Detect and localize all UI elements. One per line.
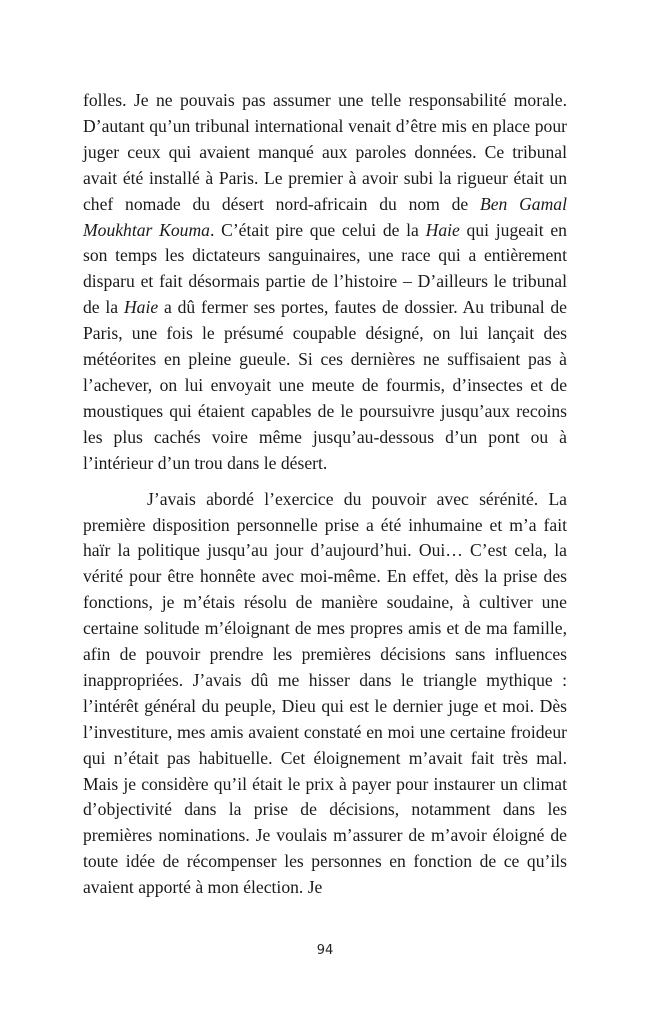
paragraph-1-part-4: a dû fermer ses portes, fautes de dossier. Au tribunal de Paris, une fois le présumé coupable désigné, on lui lançait des météorites en pleine gueule. Si ces dernières ne suffisaient pas à l’achever, on lui envoyait une meute de fourmis, d’insectes et de moustiques qui étaient capables de le poursuivre jusqu’aux recoins les plus cachés voire même jusqu’au-dessous d’un pont ou à l’intérieur d’un trou dans le désert. [83,297,567,473]
paragraph-2: J’avais abordé l’exercice du pouvoir avec sérénité. La première disposition personnelle prise a été inhumaine et m’a fait haïr la politique jusqu’au jour d’aujourd’hui. Oui… C’est cela, la vérité pour être honnête avec moi-même. En effet, dès la prise des fonctions, je m’étais résolu de manière soudaine, à cultiver une certaine solitude m’éloignant de mes propres amis et de ma famille, afin de pouvoir prendre les premières décisions sans influences inappropriées. J’avais dû me hisser dans le triangle mythique : l’intérêt général du peuple, Dieu qui est le dernier juge et moi. Dès l’investiture, mes amis avaient constaté en moi une certaine froideur qui n’était pas habituelle. Cet éloignement m’avait fait très mal. Mais je considère qu’il était le prix à payer pour instaurer un climat d’objectivité dans la prise de décisions, notamment dans les premières nominations. Je voulais m’assurer de m’avoir éloigné de toute idée de récompenser les personnes en fonction de ce qu’ils avaient apporté à mon élection. Je [83,488,567,898]
paragraph-1-part-1: folles. Je ne pouvais pas assumer une telle responsabilité morale. D’autant qu’un tribunal international venait d’être mis en place pour juger ceux qui avaient manqué aux paroles données. Ce tribunal avait été installé à Paris. Le premier à avoir subi la rigueur était un chef nomade du désert nord-africain du nom de [83,90,567,214]
body-text [83,88,567,901]
page-number: 94 [316,943,334,958]
italic-haie-2: Haie [123,297,159,318]
italic-haie-1: Haie [425,219,460,240]
paragraph-1-part-2: . C’était pire que celui de la [209,219,426,240]
italic-name: Ben Gamal Moukhtar Kouma [83,193,567,240]
paragraph-1-part-3: qui jugeait en son temps les dictateurs sanguinaires, une race qui a entièrement disparu et fait désormais partie de l’histoire – D’ailleurs le tribunal de la [83,219,567,318]
paragraph-1 [83,88,567,477]
